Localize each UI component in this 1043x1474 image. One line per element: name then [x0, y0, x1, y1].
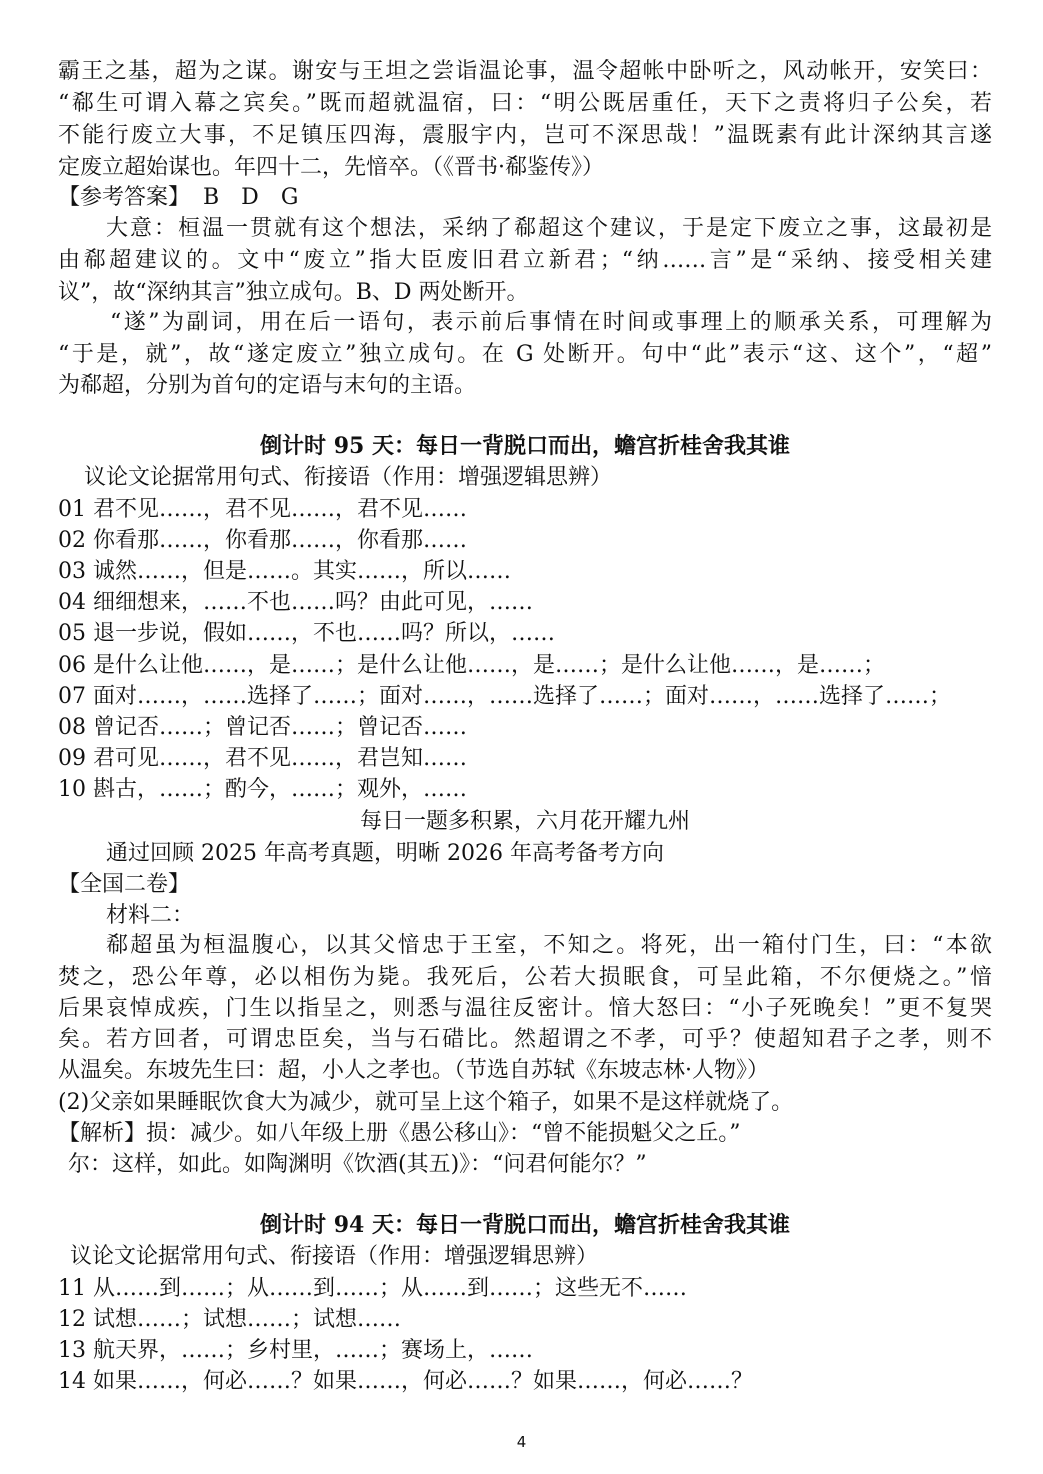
- page-number: 4: [516, 1433, 527, 1451]
- passage-line: 定废立超始谋也。年四十二，先愔卒。（《晋书·郗鉴传》）: [58, 155, 604, 180]
- exam-label: 【全国二卷】: [58, 872, 191, 897]
- explanation-line: “于是，就”，故“遂定废立”独立成句。在 G 处断开。句中“此”表示“这、这个”，“超”: [58, 342, 992, 367]
- phrase-item: 09 君可见……，君不见……，君岂知……: [58, 746, 467, 771]
- daily-question-heading: 每日一题多积累，六月花开耀九州: [359, 809, 690, 834]
- analysis-label: 【解析】: [58, 1121, 147, 1146]
- explanation-line: 议”，故“深纳其言”独立成句。B、D 两处断开。: [58, 280, 529, 305]
- countdown-heading: 倒计时 95 天：每日一背脱口而出，蟾宫折桂舍我其谁: [260, 433, 790, 459]
- phrase-item: 08 曾记否……；曾记否……；曾记否……: [58, 715, 467, 740]
- passage-line: “郗生可谓入幕之宾矣。”既而超就温宿，曰：“明公既居重任，天下之责将归子公矣，若: [58, 91, 992, 116]
- answer-line: [58, 182, 992, 214]
- phrase-item: 01 君不见……，君不见……，君不见……: [58, 497, 467, 522]
- countdown-heading: 倒计时 94 天：每日一背脱口而出，蟾宫折桂舍我其谁: [260, 1212, 790, 1238]
- countdown-subheading: 议论文论据常用句式、衔接语（作用：增强逻辑思辨）: [84, 465, 613, 490]
- phrase-item: 11 从……到……；从……到……；从……到……；这些无不……: [58, 1276, 687, 1301]
- phrase-item: 14 如果……，何必……？如果……，何必……？如果……，何必……？: [58, 1369, 753, 1394]
- passage-line: 矣。若方回者，可谓忠臣矣，当与石碏比。然超谓之不孝，可乎？使超知君子之孝，则不: [58, 1027, 992, 1052]
- phrase-item: 05 退一步说，假如……，不也……吗？所以，……: [58, 621, 555, 646]
- analysis-line: 尔：这样，如此。如陶渊明《饮酒(其五)》：“问君何能尔？”: [68, 1152, 647, 1177]
- passage-line: 霸王之基，超为之谋。谢安与王坦之尝诣温论事，温令超帐中卧听之，风动帐开，安笑曰：: [58, 59, 992, 84]
- passage-line: 郗超虽为桓温腹心，以其父愔忠于王室，不知之。将死，出一箱付门生，曰：“本欲: [106, 933, 992, 958]
- passage-line: 从温矣。东坡先生曰：超，小人之孝也。（节选自苏轼《东坡志林·人物》）: [58, 1058, 769, 1083]
- question-line: (2)父亲如果睡眠饮食大为减少，就可呈上这个箱子，如果不是这样就烧了。: [58, 1090, 794, 1115]
- answer-value: B D G: [203, 185, 299, 210]
- passage-line: 不能行废立大事，不足镇压四海，震服宇内，岂可不深思哉！”温既素有此计深纳其言遂: [58, 123, 992, 148]
- answer-label: 【参考答案】: [58, 185, 191, 210]
- phrase-item: 13 航天界，……；乡村里，……；赛场上，……: [58, 1338, 533, 1363]
- phrase-item: 07 面对……，……选择了……；面对……，……选择了……；面对……，……选择了……；: [58, 684, 951, 709]
- passage-line: 后果哀悼成疾，门生以指呈之，则悉与温往反密计。愔大怒曰：“小子死晚矣！”更不复哭: [58, 996, 992, 1021]
- explanation-line: 为郗超，分别为首句的定语与末句的主语。: [58, 373, 477, 398]
- phrase-item: 02 你看那……，你看那……，你看那……: [58, 528, 467, 553]
- countdown-subheading: 议论文论据常用句式、衔接语（作用：增强逻辑思辨）: [70, 1244, 599, 1269]
- material-label: 材料二：: [106, 903, 195, 928]
- phrase-item: 04 细细想来，……不也……吗？由此可见，……: [58, 590, 533, 615]
- phrase-item: 06 是什么让他……，是……；是什么让他……，是……；是什么让他……，是……；: [58, 653, 885, 678]
- phrase-item: 12 试想……；试想……；试想……: [58, 1307, 401, 1332]
- explanation-line: 大意：桓温一贯就有这个想法，采纳了郗超这个建议，于是定下废立之事，这最初是: [106, 216, 992, 241]
- daily-question-intro: 通过回顾 2025 年高考真题，明晰 2026 年高考备考方向: [106, 841, 664, 866]
- analysis-text: 损：减少。如八年级上册《愚公移山》：“曾不能损魁父之丘。”: [146, 1121, 741, 1146]
- phrase-item: 10 斟古，……；酌今，……；观外，……: [58, 777, 467, 802]
- phrase-item: 03 诚然……，但是……。其实……，所以……: [58, 559, 511, 584]
- passage-line: 焚之，恐公年尊，必以相伤为毙。我死后，公若大损眠食，可呈此箱，不尔便烧之。”愔: [58, 965, 992, 990]
- analysis-line: [58, 1118, 992, 1150]
- explanation-line: “遂”为副词，用在后一语句，表示前后事情在时间或事理上的顺承关系，可理解为: [110, 310, 992, 335]
- explanation-line: 由郗超建议的。文中“废立”指大臣废旧君立新君；“纳……言”是“采纳、接受相关建: [58, 248, 992, 273]
